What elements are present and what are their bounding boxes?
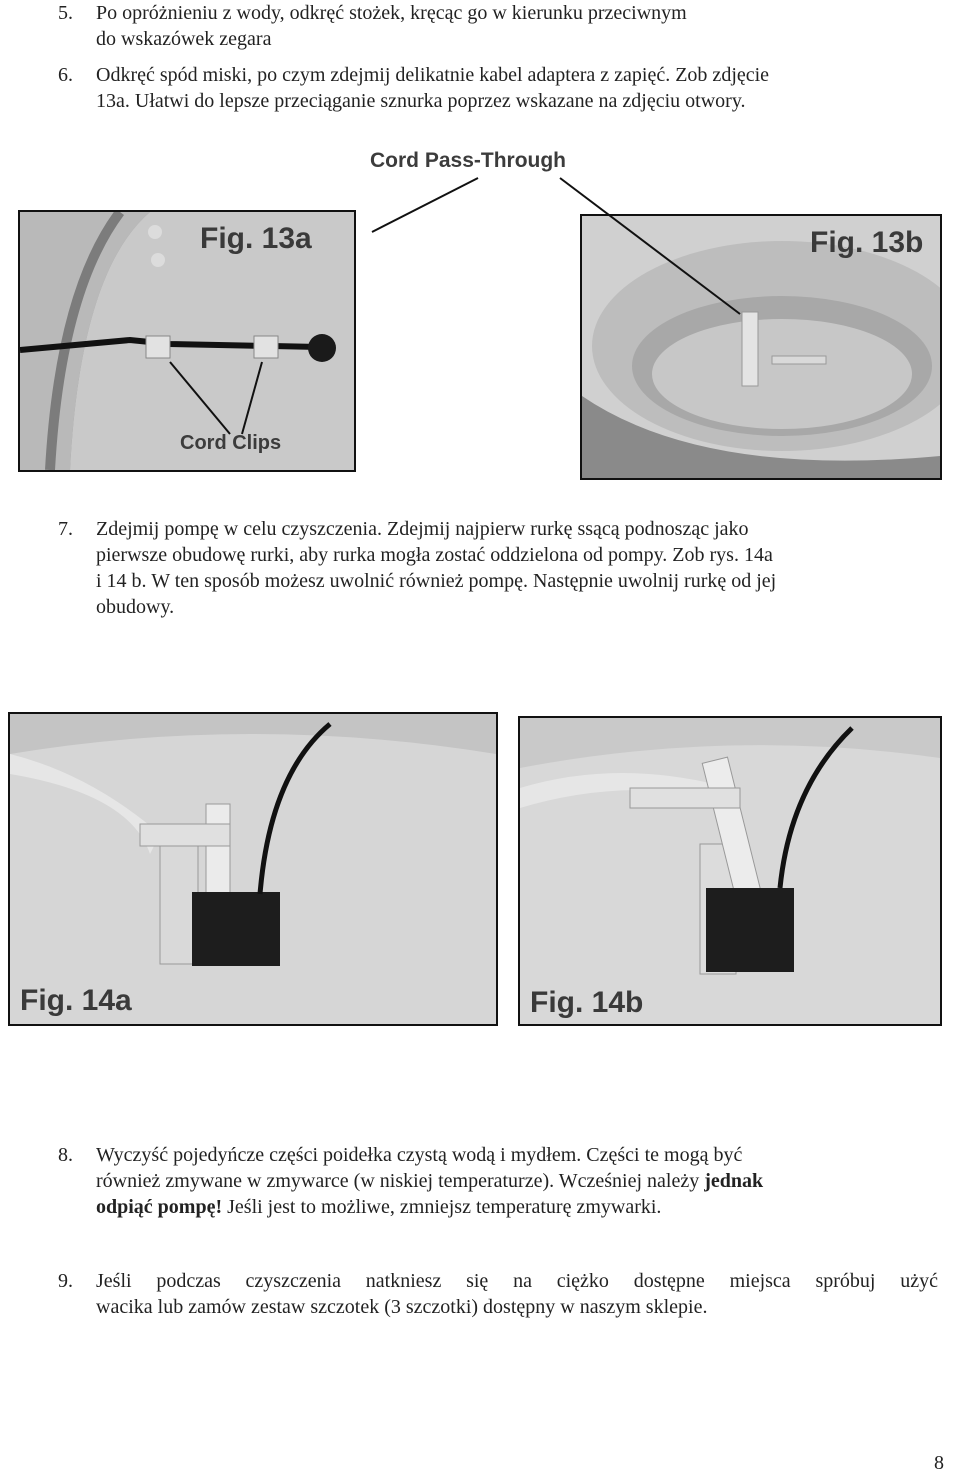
fig-14b-label: Fig. 14b [530,986,644,1019]
line: Wyczyść pojedyńcze części poidełka czystą wodą i mydłem. Części te mogą być [96,1144,743,1166]
line: 13a. Ułatwi do lepsze przeciąganie sznurka poprzez wskazane na zdjęciu otwory. [96,90,746,112]
step-text [96,516,938,620]
cord-pass-through-label: Cord Pass-Through [370,149,567,172]
cord-pass-through-arrow [0,0,960,480]
line: do wskazówek zegara [96,28,272,50]
cord-clips-label: Cord Clips [180,432,282,454]
photo-fig-14b [518,716,942,1026]
line: odpiąć pompę! Jeśli jest to możliwe, zmniejsz temperaturę zmywarki. [96,1196,662,1218]
line: wacika lub zamów zestaw szczotek (3 szczotki) dostępny w naszym sklepie. [96,1296,708,1318]
step-number: 5. [58,2,73,24]
step-9 [58,1268,938,1320]
step-text [96,1142,938,1220]
line: Jeśli podczas czyszczenia natkniesz się na ciężko dostępne miejsca spróbuj użyć [96,1270,938,1292]
step-8 [58,1142,938,1220]
step-number: 7. [58,518,73,540]
photo-fig-14a [8,712,498,1026]
fig-13b-label: Fig. 13b [810,226,924,259]
step-7 [58,516,938,620]
fig-14a-label: Fig. 14a [20,984,132,1017]
line: Odkręć spód miski, po czym zdejmij delikatnie kabel adaptera z zapięć. Zob zdjęcie [96,64,770,86]
pump-removal-illustration-a [10,714,496,1024]
step-number: 6. [58,64,73,86]
page-number: 8 [934,1452,944,1474]
bold-text: jednak [704,1170,764,1192]
line: obudowy. [96,596,175,618]
line: Po opróżnieniu z wody, odkręć stożek, kręcąc go w kierunku przeciwnym [96,2,687,24]
line: i 14 b. W ten sposób możesz uwolnić również pompę. Następnie uwolnij rurkę od jej [96,570,777,592]
line: Zdejmij pompę w celu czyszczenia. Zdejmij najpierw rurkę ssącą podnosząc jako [96,518,749,540]
step-text [96,1268,938,1320]
fig-13a-label: Fig. 13a [200,222,312,255]
line: również zmywane w zmywarce (w niskiej temperaturze). Wcześniej należy jednak [96,1170,764,1192]
bold-text: odpiąć pompę! [96,1196,223,1218]
step-number: 9. [58,1270,73,1292]
step-number: 8. [58,1144,73,1166]
line: pierwsze obudowę rurki, aby rurka mogła zostać oddzielona od pompy. Zob rys. 14a [96,544,773,566]
pump-removal-illustration-b [520,718,940,1024]
